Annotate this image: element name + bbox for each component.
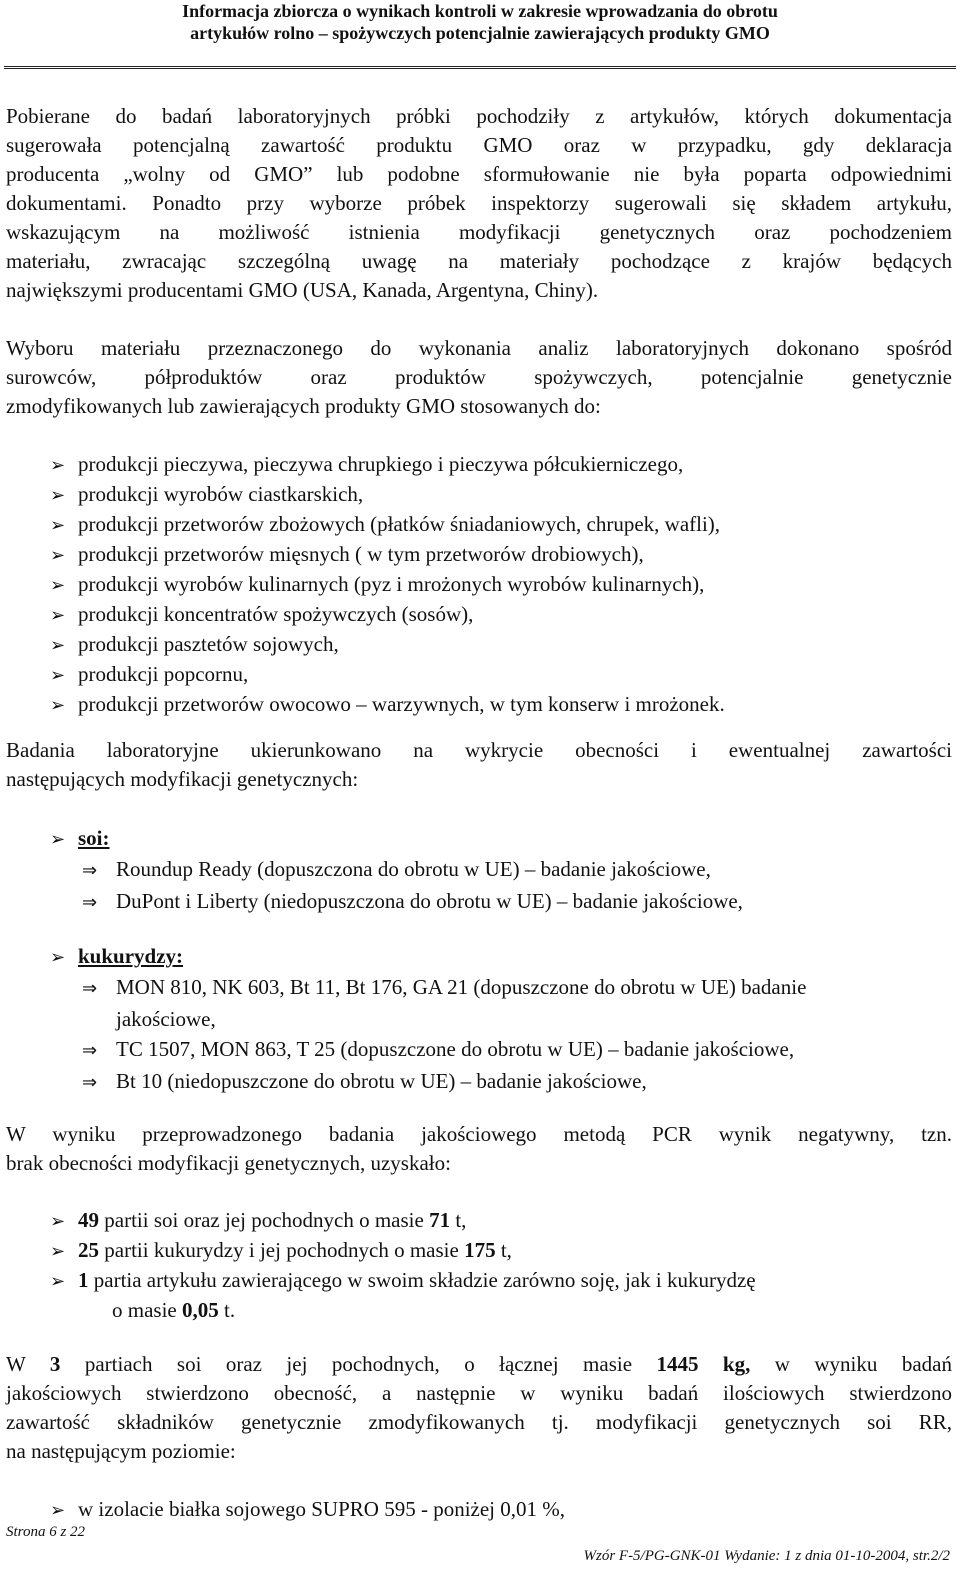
arrowhead-bullet-icon: ➢	[50, 605, 66, 626]
list-item: ➢ produkcji wyrobów ciastkarskich,	[50, 480, 725, 510]
arrowhead-bullet-icon: ➢	[50, 695, 66, 716]
text-line: producenta „wolny od GMO” lub podobne sformułowanie nie była poparta odpowiednimi	[6, 162, 952, 186]
text-line: W wyniku przeprowadzonego badania jakościowego metodą PCR wynik negatywny, tzn.	[6, 1122, 952, 1146]
list-item: ➢ 49 partii soi oraz jej pochodnych o masie 71 t,	[50, 1206, 950, 1236]
soy-list	[82, 854, 743, 918]
list-item: ➢ produkcji przetworów zbożowych (płatków śniadaniowych, chrupek, wafli),	[50, 510, 725, 540]
corn-heading: ➢ kukurydzy:	[50, 942, 183, 972]
paragraph-pcr-result	[6, 1120, 952, 1178]
list-item: ⇒ TC 1507, MON 863, T 25 (dopuszczone do obrotu w UE) – badanie jakościowe,	[82, 1034, 952, 1066]
arrowhead-bullet-icon: ➢	[50, 545, 66, 566]
text-line: zmodyfikowanych lub zawierających produkty GMO stosowanych do:	[6, 394, 601, 418]
list-item: ⇒ DuPont i Liberty (niedopuszczona do obrotu w UE) – badanie jakościowe,	[82, 886, 743, 918]
paragraph-lab-research	[6, 736, 952, 794]
list-item: ➢ produkcji przetworów owocowo – warzywnych, w tym konserw i mrożonek.	[50, 690, 725, 720]
production-list	[50, 450, 725, 720]
list-item: ➢ produkcji popcornu,	[50, 660, 725, 690]
list-item: ⇒ Bt 10 (niedopuszczone do obrotu w UE) – badanie jakościowe,	[82, 1066, 952, 1098]
text-line: największymi producentami GMO (USA, Kanada, Argentyna, Chiny).	[6, 278, 599, 302]
list-item: ➢ 25 partii kukurydzy i jej pochodnych o masie 175 t,	[50, 1236, 950, 1266]
corn-list	[82, 972, 952, 1098]
double-arrow-icon: ⇒	[82, 978, 98, 999]
list-item: ➢ produkcji koncentratów spożywczych (sosów),	[50, 600, 725, 630]
list-item: ➢ w izolacie białka sojowego SUPRO 595 - poniżej 0,01 %,	[50, 1495, 565, 1525]
double-arrow-icon: ⇒	[82, 1072, 98, 1093]
header-line-2: artykułów rolno – spożywczych potencjalnie zawierających produkty GMO	[190, 23, 770, 43]
arrowhead-bullet-icon: ➢	[50, 665, 66, 686]
results-list	[50, 1206, 950, 1325]
soy-heading: ➢ soi:	[50, 824, 110, 854]
text-line: Badania laboratoryjne ukierunkowano na wykrycie obecności i ewentualnej zawartości	[6, 738, 952, 762]
text-line: zawartość składników genetycznie zmodyfikowanych tj. modyfikacji genetycznych soi RR,	[6, 1410, 952, 1434]
list-item: ⇒ MON 810, NK 603, Bt 11, Bt 176, GA 21 (dopuszczone do obrotu w UE) badanie	[82, 972, 952, 1004]
arrowhead-bullet-icon: ➢	[50, 947, 66, 968]
header-divider	[4, 66, 956, 69]
double-arrow-icon: ⇒	[82, 860, 98, 881]
text-line: następujących modyfikacji genetycznych:	[6, 767, 359, 791]
text-line: na następującym poziomie:	[6, 1439, 236, 1463]
paragraph-sample-selection	[6, 102, 952, 305]
arrowhead-bullet-icon: ➢	[50, 575, 66, 596]
document-header	[0, 0, 960, 44]
paragraph-positive-result	[6, 1350, 952, 1466]
arrowhead-bullet-icon: ➢	[50, 1241, 66, 1262]
double-arrow-icon: ⇒	[82, 892, 98, 913]
list-item: ⇒ Roundup Ready (dopuszczona do obrotu w UE) – badanie jakościowe,	[82, 854, 743, 886]
form-reference: Wzór F-5/PG-GNK-01 Wydanie: 1 z dnia 01-10-2004, str.2/2	[583, 1548, 950, 1564]
header-line-1: Informacja zbiorcza o wynikach kontroli w zakresie wprowadzania do obrotu	[182, 1, 778, 21]
list-item-continuation: jakościowe,	[116, 1007, 216, 1031]
double-arrow-icon: ⇒	[82, 1040, 98, 1061]
text-line: brak obecności modyfikacji genetycznych, uzyskało:	[6, 1151, 451, 1175]
text-line: jakościowych stwierdzono obecność, a następnie w wyniku badań ilościowych stwierdzono	[6, 1381, 952, 1405]
arrowhead-bullet-icon: ➢	[50, 515, 66, 536]
text-line: materiału, zwracając szczególną uwagę na materiały pochodzące z krajów będących	[6, 249, 952, 273]
arrowhead-bullet-icon: ➢	[50, 455, 66, 476]
paragraph-material-choice	[6, 334, 952, 421]
text-line: Pobierane do badań laboratoryjnych próbki pochodziły z artykułów, których dokumentacja	[6, 104, 952, 128]
list-item: ➢ produkcji pieczywa, pieczywa chrupkiego i pieczywa półcukierniczego,	[50, 450, 725, 480]
list-item: ➢ produkcji pasztetów sojowych,	[50, 630, 725, 660]
list-item: ➢ 1 partia artykułu zawierającego w swoim składzie zarówno soję, jak i kukurydzę	[50, 1266, 950, 1296]
page-number: Strona 6 z 22	[6, 1524, 86, 1540]
arrowhead-bullet-icon: ➢	[50, 829, 66, 850]
text-line: Wyboru materiału przeznaczonego do wykonania analiz laboratoryjnych dokonano spośród	[6, 336, 952, 360]
arrowhead-bullet-icon: ➢	[50, 1500, 66, 1521]
text-line: surowców, półproduktów oraz produktów spożywczych, potencjalnie genetycznie	[6, 365, 952, 389]
arrowhead-bullet-icon: ➢	[50, 1211, 66, 1232]
text-line: dokumentami. Ponadto przy wyborze próbek inspektorzy sugerowali się składem artykułu,	[6, 191, 952, 215]
text-line: W 3 partiach soi oraz jej pochodnych, o łącznej masie 1445 kg, w wyniku badań	[6, 1352, 952, 1376]
list-item: ➢ produkcji przetworów mięsnych ( w tym przetworów drobiowych),	[50, 540, 725, 570]
arrowhead-bullet-icon: ➢	[50, 1271, 66, 1292]
text-line: sugerowała potencjalną zawartość produktu GMO oraz w przypadku, gdy deklaracja	[6, 133, 952, 157]
text-line: wskazującym na możliwość istnienia modyfikacji genetycznych oraz pochodzeniem	[6, 220, 952, 244]
arrowhead-bullet-icon: ➢	[50, 485, 66, 506]
arrowhead-bullet-icon: ➢	[50, 635, 66, 656]
list-item-continuation: o masie 0,05 t.	[112, 1298, 236, 1322]
level-list	[50, 1495, 565, 1525]
list-item: ➢ produkcji wyrobów kulinarnych (pyz i mrożonych wyrobów kulinarnych),	[50, 570, 725, 600]
